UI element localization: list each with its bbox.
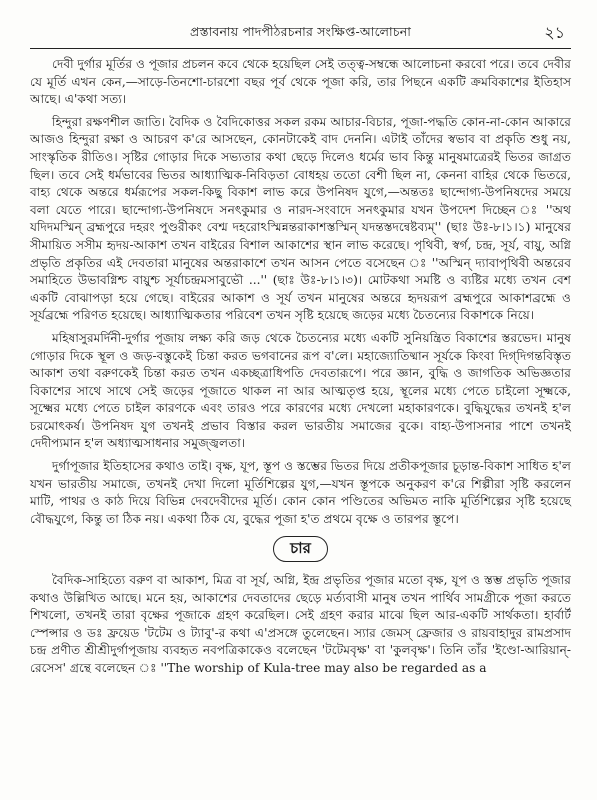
paragraph: মহিষাসুরমর্দিনী-দুর্গার পূজায় লক্ষ্য করি জড় থেকে চৈতন্যের মধ্যে একটি সুনিয়ন্ত্রিত বিকাশের স্তরভেদ। মানুষ গোড়ার দিকে স্থূল ও জড়-বস্তুকেই চিন্তা করত ভগবানের রূপ ব'লে। মহাজ্যোতিষ্মান সূর্যকে কিংবা দিগ্‌দিগন্তবিস্তৃত আকাশ তথা বরুণকেই চিন্তা করত তখন একচ্ছত্রাধিপতি দেবতারূপে। পরে জ্ঞান, বুদ্ধি ও জাগতিক অভিজ্ঞতার বিকাশের সাথে সাথে সেই জড়ের পূজাতে থাকল না আর আত্মতৃপ্ত হয়ে, স্থূলের মধ্যে পেতে চাইলো সূক্ষ্মকে, সূক্ষ্মের মধ্যে পেতে চাইল কারণকে এবং তারও পরে কারণের মধ্যে দেখলো মহাকারণকে। বুদ্ধিযুদ্ধের তখনই হ'ল চরমোৎকর্ষ। উপনিষদ যুগ তখনই প্রভাব বিস্তার করল ভারতীয় সমাজের বুকে। বাহ্য-উপাসনার পাশে তখনই দেদীপ্যমান হ'ল অধ্যাত্মসাধনার সমুজ্জ্বলতা। <box>30 330 571 451</box>
section-heading: চার <box>273 536 328 562</box>
body-text <box>30 56 571 678</box>
paragraph: বৈদিক-সাহিত্যে বরুণ বা আকাশ, মিত্র বা সূর্য, অগ্নি, ইন্দ্র প্রভৃতির পূজার মতো বৃক্ষ, যূপ ও স্তম্ভ প্রভৃতি পূজার কথাও উল্লিখিত আছে। মনে হয়, আকাশের দেবতাদের ছেড়ে মর্ত্যবাসী মানুষ তখন পার্থিব সামগ্রীকে পূজা করতে শিখলো, তখনই তারা বৃক্ষের পূজাকে গ্রহণ করেছিল। সেই গ্রহণ করার মাঝে ছিল আর-একটি সার্থকতা। হার্বার্ট স্পেন্সার ও ডঃ ফ্রয়েড 'টটেম ও ট্যাবু'-র কথা এ'প্রসঙ্গে তুলেছেন। স্যার জেমস্ ফ্রেজার ও রায়বাহাদুর রামপ্রসাদ চন্দ্র প্রণীত শ্রীশ্রীদুর্গাপূজায় ব্যবহৃত নবপত্রিকাকেও বলেছেন 'টটেমবৃক্ষ' বা 'কুলবৃক্ষ'। তিনি তাঁর 'ইণ্ডো-আরিয়ান্-রেসেস' গ্রন্থে বলেছেন ঃ ''The worship of Kula-tree may also be regarded as a <box>30 573 571 675</box>
paragraph: হিন্দুরা রক্ষণশীল জাতি। বৈদিক ও বৈদিকোত্তর সকল রকম আচার-বিচার, পূজা-পদ্ধতি কোন-না-কোন আকারে আজও হিন্দুরা রক্ষা ও আচরণ ক'রে আসছেন, কোনটাকেই বাদ দেননি। এটাই তাঁদের স্বভাব বা প্রকৃতি শুধু নয়, সাংস্কৃতিক রীতিও। সৃষ্টির গোড়ার দিকে সভ্যতার কথা ছেড়ে দিলেও ধর্মের ভাব কিন্তু মানুষমাত্রেরই ভিতর জাগ্রত ছিল। তবে সেই ধর্মভাবের ভিতর আধ্যাত্মিক-নিবিড়তা বোধহয় ততো বেশী ছিল না, কেননা বাহির থেকে ভিতরে, বাহ্য থেকে অন্তরে ধর্মরূপের সকল-কিছু বিকাশ লাভ করে উপনিষদ যুগে,—অন্ততঃ ছান্দোগ্য-উপনিষদের সময়ে বলা যেতে পারে। ছান্দোগ্য-উপনিষদে সনৎকুমার ও নারদ-সংবাদে সনৎকুমার যখন উপদেশ দিচ্ছেন ঃ ''অথ যদিদমস্মিন্ ব্রহ্মপুরে দহরং পুণ্ডরীকং বেশ্ম দহরোঽস্মিন্নন্তরাকাশস্তস্মিন্ যদন্তস্তদন্বেষ্টব্যম্'' (ছাঃ উঃ-৮।১।১) মানুষের সীমায়িত সসীম হৃদয়-আকাশ তখন বাইরের বিশাল আকাশের স্থান লাভ করেছে। পৃথিবী, স্বর্গ, চন্দ্র, সূর্য, বায়ু, অগ্নি প্রভৃতি প্রকৃতির এই দেবতারা মানুষের অন্তরাকাশে তখন আসন পেতে বসেছেন ঃ ''অস্মিন্ দ্যাবাপৃথিবী অন্তরেব সমাহিতে উভাবগ্নিশ্চ বায়ুশ্চ সূর্যাচন্দ্রমসাবুভৌ ...'' (ছাঃ উঃ-৮।১।৩)। মোটকথা সমষ্টি ও ব্যষ্টির মধ্যে তখন বেশ একটি বোঝাপড়া হয়ে গেছে। বাইরের আকাশ ও সূর্য তখন মানুষের অন্তরে হৃদয়রূপ ব্রহ্মপুরে আকাশব্রহ্মে ও সূর্যব্রহ্মে পরিণত হয়েছে। আধ্যাত্মিকতার পরিবেশ তখন সৃষ্টি হয়েছে জড়ের মধ্যে চৈতন্যের বিকাশকে নিয়ে। <box>30 114 571 323</box>
paragraph: দেবী দুর্গার মূর্তির ও পূজার প্রচলন কবে থেকে হয়েছিল সেই তত্ত্ব-সম্বন্ধে আলোচনা করবো পরে। তবে দেবীর যে মূর্তি এখন কেন,—সাড়ে-তিনশো-চারশো বছর পূর্ব থেকে পূজা করি, তার পিছনে একটি ক্রমবিকাশের ইতিহাস আছে। এ'কথা সত্য। <box>30 57 571 107</box>
header-rule <box>30 48 571 49</box>
page-number: ২১ <box>544 23 565 42</box>
paragraph: দুর্গাপূজার ইতিহাসের কথাও তাই। বৃক্ষ, যূপ, স্তূপ ও স্তম্ভের ভিতর দিয়ে প্রতীকপূজার চূড়ান্ত-বিকাশ সাধিত হ'ল যখন ভারতীয় সমাজে, তখনই দেখা দিলো মূর্তিশিল্পের যুগ,—যখন স্তূপকে অনুকরণ ক'রে শিল্পীরা সৃষ্টি করলেন মাটি, পাথর ও কাঠ দিয়ে বিভিন্ন দেবদেবীদের মূর্তি। কোন কোন পণ্ডিতের অভিমত নাকি মূর্তিশিল্পের সৃষ্টি হয়েছে বৌদ্ধযুগে, কিন্তু তা ঠিক নয়। একথা ঠিক যে, বুদ্ধের পূজা হ'ত প্রথমে বৃক্ষে ও তারপর স্তূপে। <box>30 459 571 526</box>
running-header <box>30 0 571 56</box>
section-heading-wrap <box>30 536 571 562</box>
running-header-title: প্রস্তাবনায় পাদপীঠরচনার সংক্ষিপ্ত-আলোচনা <box>189 24 412 39</box>
